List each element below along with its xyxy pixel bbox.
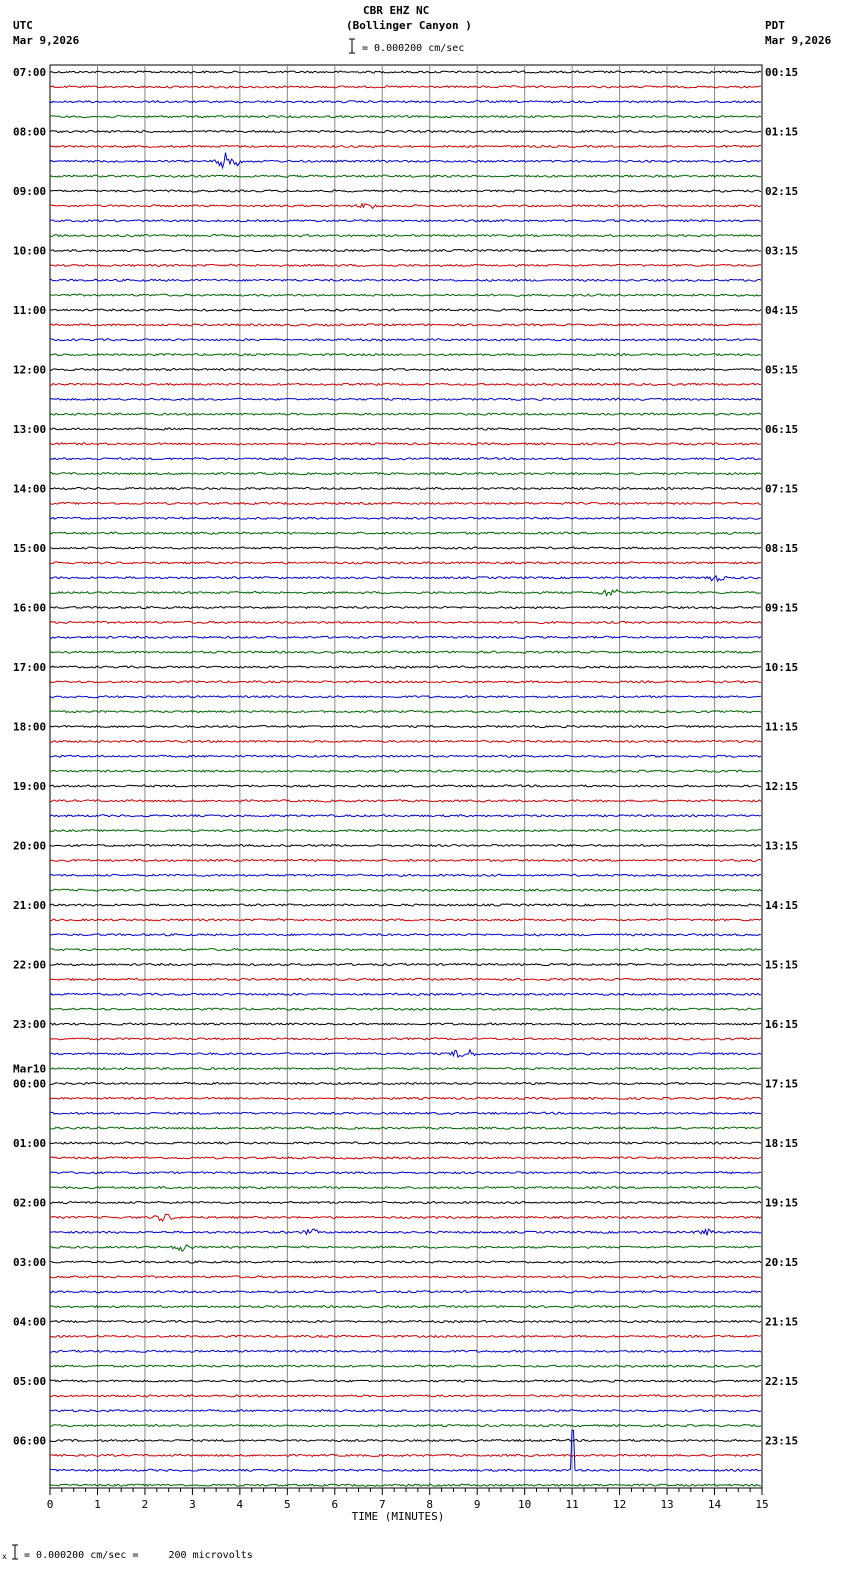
seismic-trace [50,590,761,596]
right-time-label: 00:15 [765,66,799,79]
seismic-trace [50,1320,761,1322]
right-time-label: 23:15 [765,1434,799,1448]
left-time-label: 01:00 [13,1137,47,1150]
seismic-trace [50,1097,761,1099]
x-tick-label: 6 [331,1498,339,1511]
left-time-label: 05:00 [13,1375,47,1388]
left-time-label: 15:00 [13,542,47,555]
seismic-trace [50,264,761,266]
seismic-trace [50,755,761,757]
seismic-trace [50,1157,761,1159]
left-time-label: 14:00 [13,482,47,496]
seismic-trace [50,696,761,698]
seismic-trace [50,517,761,519]
seismic-trace [50,1425,761,1427]
left-time-label: 03:00 [13,1256,47,1269]
right-time-label: 22:15 [765,1375,799,1388]
seismic-trace [50,383,761,385]
seismic-trace [50,844,761,846]
left-time-label: 16:00 [13,601,47,615]
seismic-trace [50,1291,761,1293]
seismic-trace [50,1201,761,1203]
right-time-label: 02:15 [765,185,799,198]
seismic-trace [50,815,761,817]
right-time-label: 09:15 [765,601,799,615]
plot-frame [50,65,762,1488]
seismic-trace [50,1261,761,1263]
seismic-trace [50,711,761,713]
seismic-trace [50,443,761,445]
right-time-label: 21:15 [765,1315,799,1329]
footer-prefix: x [2,1552,7,1561]
seismic-trace [50,368,761,370]
right-date: Mar 9,2026 [765,34,832,47]
left-time-label: 19:00 [13,780,47,793]
left-date: Mar 9,2026 [13,34,80,47]
right-timezone: PDT [765,19,785,32]
left-time-label: 09:00 [13,185,47,198]
seismic-trace [50,1038,761,1040]
seismic-trace [50,175,761,177]
seismic-trace [50,532,761,534]
seismic-trace [50,145,761,147]
seismic-trace [50,1380,761,1382]
right-time-label: 10:15 [765,661,799,674]
x-tick-label: 7 [378,1498,386,1511]
seismic-trace [50,1395,761,1397]
seismic-trace [50,428,761,430]
seismic-trace [50,1112,761,1114]
seismic-trace [50,963,761,965]
seismic-trace [50,324,761,326]
seismic-trace [50,1454,761,1456]
x-tick-label: 9 [473,1498,481,1511]
left-time-label: 06:00 [13,1434,47,1448]
seismic-trace [50,1410,761,1412]
right-time-label: 04:15 [765,304,799,317]
seismic-trace [50,651,761,653]
seismic-trace [50,800,761,802]
right-time-label: 03:15 [765,244,799,258]
left-time-label: 08:00 [13,125,47,139]
seismic-trace [50,1276,761,1278]
right-time-label: 07:15 [765,482,799,496]
left-time-label: 21:00 [13,899,47,912]
seismic-trace [50,235,761,237]
seismic-trace [50,1008,761,1010]
seismic-trace [50,1350,761,1352]
seismic-trace [50,473,761,475]
seismic-trace [50,562,761,564]
footer-scale-bar-icon [11,1544,19,1560]
left-time-label: 11:00 [13,304,47,317]
right-time-label: 01:15 [765,125,799,139]
seismic-trace [50,502,761,504]
seismic-trace [50,1082,761,1084]
seismic-trace [50,874,761,876]
left-time-label: 13:00 [13,423,47,436]
seismic-trace [50,398,761,400]
seismic-trace [50,204,761,209]
seismic-trace [50,190,761,192]
seismic-trace [50,354,761,356]
seismic-trace [50,413,761,415]
x-tick-label: 3 [189,1498,196,1511]
seismic-trace [50,606,761,608]
left-time-label: 12:00 [13,363,47,377]
seismic-trace [50,153,761,168]
x-tick-label: 11 [565,1498,579,1511]
x-tick-label: 10 [518,1498,532,1511]
right-time-label: 16:15 [765,1018,799,1031]
seismic-trace [50,1214,761,1221]
station-title: CBR EHZ NC [363,4,430,17]
seismic-trace [50,949,761,951]
right-time-label: 19:15 [765,1196,799,1210]
seismic-trace [50,978,761,980]
right-time-label: 14:15 [765,899,799,912]
seismic-trace [50,279,761,281]
seismic-trace [50,71,761,73]
seismic-trace [50,101,761,103]
x-tick-label: 13 [660,1498,674,1511]
seismic-trace [50,681,761,683]
seismic-trace [50,1172,761,1174]
seismic-trace [50,249,761,251]
x-tick-label: 1 [94,1498,101,1511]
right-time-label: 20:15 [765,1256,799,1269]
seismic-trace [50,220,761,222]
seismic-trace [50,1187,761,1189]
left-time-label: 07:00 [13,66,47,79]
seismic-trace [50,339,761,341]
seismic-trace [50,1306,761,1308]
seismic-trace [50,830,761,832]
seismic-trace [50,458,761,460]
station-location: (Bollinger Canyon ) [346,19,472,32]
right-time-label: 11:15 [765,720,799,734]
seismic-trace [50,889,761,891]
seismic-trace [50,576,761,581]
seismic-trace [50,1335,761,1337]
x-tick-label: 14 [707,1498,722,1511]
seismic-trace [50,309,761,311]
seismic-trace [50,1023,761,1025]
right-time-label: 06:15 [765,423,799,436]
left-timezone: UTC [13,19,33,32]
seismic-trace [50,1127,761,1129]
x-tick-label: 0 [46,1498,54,1511]
date-change-label: Mar10 [13,1062,47,1076]
left-time-label: 00:00 [13,1077,47,1091]
seismic-trace [50,1439,761,1441]
x-axis-label: TIME (MINUTES) [351,1510,445,1523]
seismic-trace [50,621,761,623]
seismic-trace [50,547,761,549]
right-time-label: 12:15 [765,780,799,793]
left-time-label: 20:00 [13,839,47,853]
seismic-trace [50,130,761,132]
seismic-trace [50,934,761,936]
seismic-trace [50,1229,761,1235]
x-tick-label: 5 [284,1498,291,1511]
x-tick-label: 4 [236,1498,244,1511]
scale-label: = 0.000200 cm/sec [362,43,465,54]
x-tick-label: 2 [141,1498,149,1511]
right-time-label: 17:15 [765,1077,799,1091]
right-time-label: 13:15 [765,839,799,853]
seismic-trace [50,785,761,787]
seismic-trace [50,1365,761,1367]
seismic-trace [50,919,761,921]
seismic-trace [50,904,761,906]
seismic-trace [50,740,761,742]
footer-scale-label: = 0.000200 cm/sec = 200 microvolts [24,1550,253,1561]
right-time-label: 15:15 [765,958,799,972]
x-tick-label: 15 [755,1498,769,1511]
right-time-label: 18:15 [765,1137,799,1150]
seismic-trace [50,770,761,772]
right-time-label: 08:15 [765,542,799,555]
seismic-trace [50,859,761,861]
left-time-label: 04:00 [13,1315,47,1329]
seismic-trace [50,666,761,668]
seismic-trace [50,294,761,296]
left-time-label: 18:00 [13,720,47,734]
seismic-trace [50,1484,761,1486]
left-time-label: 22:00 [13,958,47,972]
x-tick-label: 12 [612,1498,627,1511]
seismic-trace [50,1068,761,1070]
seismic-trace [50,1142,761,1144]
seismic-trace [50,993,761,995]
left-time-label: 17:00 [13,661,47,674]
left-time-label: 23:00 [13,1018,47,1031]
left-time-label: 02:00 [13,1196,47,1210]
seismic-trace [50,1430,761,1471]
x-tick-label: 8 [426,1498,434,1511]
seismic-trace [50,116,761,118]
right-time-label: 05:15 [765,363,799,377]
seismic-trace [50,487,761,489]
seismic-trace [50,1050,761,1057]
seismic-trace [50,725,761,727]
seismic-trace [50,636,761,638]
seismic-trace [50,1245,761,1251]
left-time-label: 10:00 [13,244,47,258]
seismic-trace [50,86,761,88]
